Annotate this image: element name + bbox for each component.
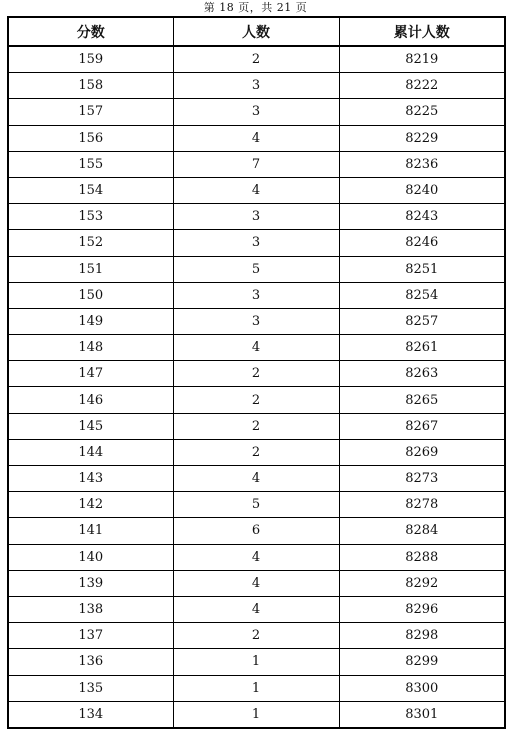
cell-cumulative: 8284	[339, 518, 505, 544]
cell-score: 156	[8, 125, 173, 151]
score-distribution-table	[7, 16, 506, 729]
table-row	[8, 544, 505, 570]
cell-cumulative: 8222	[339, 73, 505, 99]
cell-count: 1	[173, 649, 339, 675]
cell-cumulative: 8225	[339, 99, 505, 125]
table-row	[8, 256, 505, 282]
table-row	[8, 204, 505, 230]
table-row	[8, 492, 505, 518]
table-body	[8, 46, 505, 728]
column-header-count: 人数	[173, 17, 339, 46]
cell-count: 6	[173, 518, 339, 544]
cell-score: 135	[8, 675, 173, 701]
cell-cumulative: 8299	[339, 649, 505, 675]
table-row	[8, 413, 505, 439]
table-row	[8, 282, 505, 308]
table-row	[8, 701, 505, 728]
cell-cumulative: 8273	[339, 466, 505, 492]
cell-score: 140	[8, 544, 173, 570]
cell-count: 3	[173, 73, 339, 99]
cell-cumulative: 8278	[339, 492, 505, 518]
cell-count: 2	[173, 439, 339, 465]
cell-count: 5	[173, 256, 339, 282]
cell-count: 3	[173, 204, 339, 230]
cell-cumulative: 8243	[339, 204, 505, 230]
cell-cumulative: 8267	[339, 413, 505, 439]
table-row	[8, 596, 505, 622]
cell-count: 2	[173, 623, 339, 649]
table-row	[8, 570, 505, 596]
table-row	[8, 308, 505, 334]
cell-score: 154	[8, 177, 173, 203]
cell-score: 137	[8, 623, 173, 649]
cell-score: 144	[8, 439, 173, 465]
cell-count: 4	[173, 596, 339, 622]
cell-cumulative: 8301	[339, 701, 505, 728]
cell-count: 5	[173, 492, 339, 518]
cell-cumulative: 8246	[339, 230, 505, 256]
cell-count: 1	[173, 701, 339, 728]
cell-score: 139	[8, 570, 173, 596]
table-row	[8, 335, 505, 361]
cell-cumulative: 8269	[339, 439, 505, 465]
table-row	[8, 623, 505, 649]
table-row	[8, 151, 505, 177]
cell-score: 151	[8, 256, 173, 282]
cell-score: 146	[8, 387, 173, 413]
table-row	[8, 466, 505, 492]
table-row	[8, 649, 505, 675]
cell-score: 157	[8, 99, 173, 125]
table-row	[8, 675, 505, 701]
cell-count: 2	[173, 413, 339, 439]
cell-cumulative: 8298	[339, 623, 505, 649]
table-row	[8, 361, 505, 387]
cell-cumulative: 8219	[339, 46, 505, 73]
table-row	[8, 230, 505, 256]
cell-score: 149	[8, 308, 173, 334]
cell-count: 3	[173, 308, 339, 334]
cell-score: 145	[8, 413, 173, 439]
cell-count: 3	[173, 230, 339, 256]
table-header-row	[8, 17, 505, 46]
cell-cumulative: 8257	[339, 308, 505, 334]
cell-cumulative: 8296	[339, 596, 505, 622]
cell-score: 142	[8, 492, 173, 518]
table-row	[8, 46, 505, 73]
cell-score: 134	[8, 701, 173, 728]
cell-cumulative: 8229	[339, 125, 505, 151]
table-row	[8, 439, 505, 465]
cell-score: 143	[8, 466, 173, 492]
cell-cumulative: 8300	[339, 675, 505, 701]
cell-score: 141	[8, 518, 173, 544]
cell-cumulative: 8292	[339, 570, 505, 596]
cell-count: 2	[173, 361, 339, 387]
table-row	[8, 387, 505, 413]
column-header-score: 分数	[8, 17, 173, 46]
table-row	[8, 99, 505, 125]
cell-score: 159	[8, 46, 173, 73]
cell-cumulative: 8236	[339, 151, 505, 177]
table-row	[8, 73, 505, 99]
cell-count: 4	[173, 544, 339, 570]
cell-count: 4	[173, 466, 339, 492]
cell-cumulative: 8288	[339, 544, 505, 570]
cell-score: 155	[8, 151, 173, 177]
cell-count: 4	[173, 570, 339, 596]
cell-score: 136	[8, 649, 173, 675]
cell-score: 150	[8, 282, 173, 308]
table-row	[8, 125, 505, 151]
cell-score: 158	[8, 73, 173, 99]
cell-count: 4	[173, 177, 339, 203]
cell-score: 153	[8, 204, 173, 230]
cell-cumulative: 8261	[339, 335, 505, 361]
column-header-cumulative: 累计人数	[339, 17, 505, 46]
cell-count: 3	[173, 99, 339, 125]
cell-count: 4	[173, 335, 339, 361]
cell-count: 2	[173, 46, 339, 73]
cell-cumulative: 8240	[339, 177, 505, 203]
cell-count: 3	[173, 282, 339, 308]
table-row	[8, 518, 505, 544]
cell-score: 148	[8, 335, 173, 361]
cell-cumulative: 8263	[339, 361, 505, 387]
cell-count: 4	[173, 125, 339, 151]
cell-cumulative: 8251	[339, 256, 505, 282]
table-row	[8, 177, 505, 203]
cell-count: 7	[173, 151, 339, 177]
cell-count: 1	[173, 675, 339, 701]
cell-cumulative: 8265	[339, 387, 505, 413]
cell-count: 2	[173, 387, 339, 413]
cell-score: 147	[8, 361, 173, 387]
cell-cumulative: 8254	[339, 282, 505, 308]
page-header: 第 18 页，共 21 页	[203, 1, 308, 14]
cell-score: 152	[8, 230, 173, 256]
cell-score: 138	[8, 596, 173, 622]
